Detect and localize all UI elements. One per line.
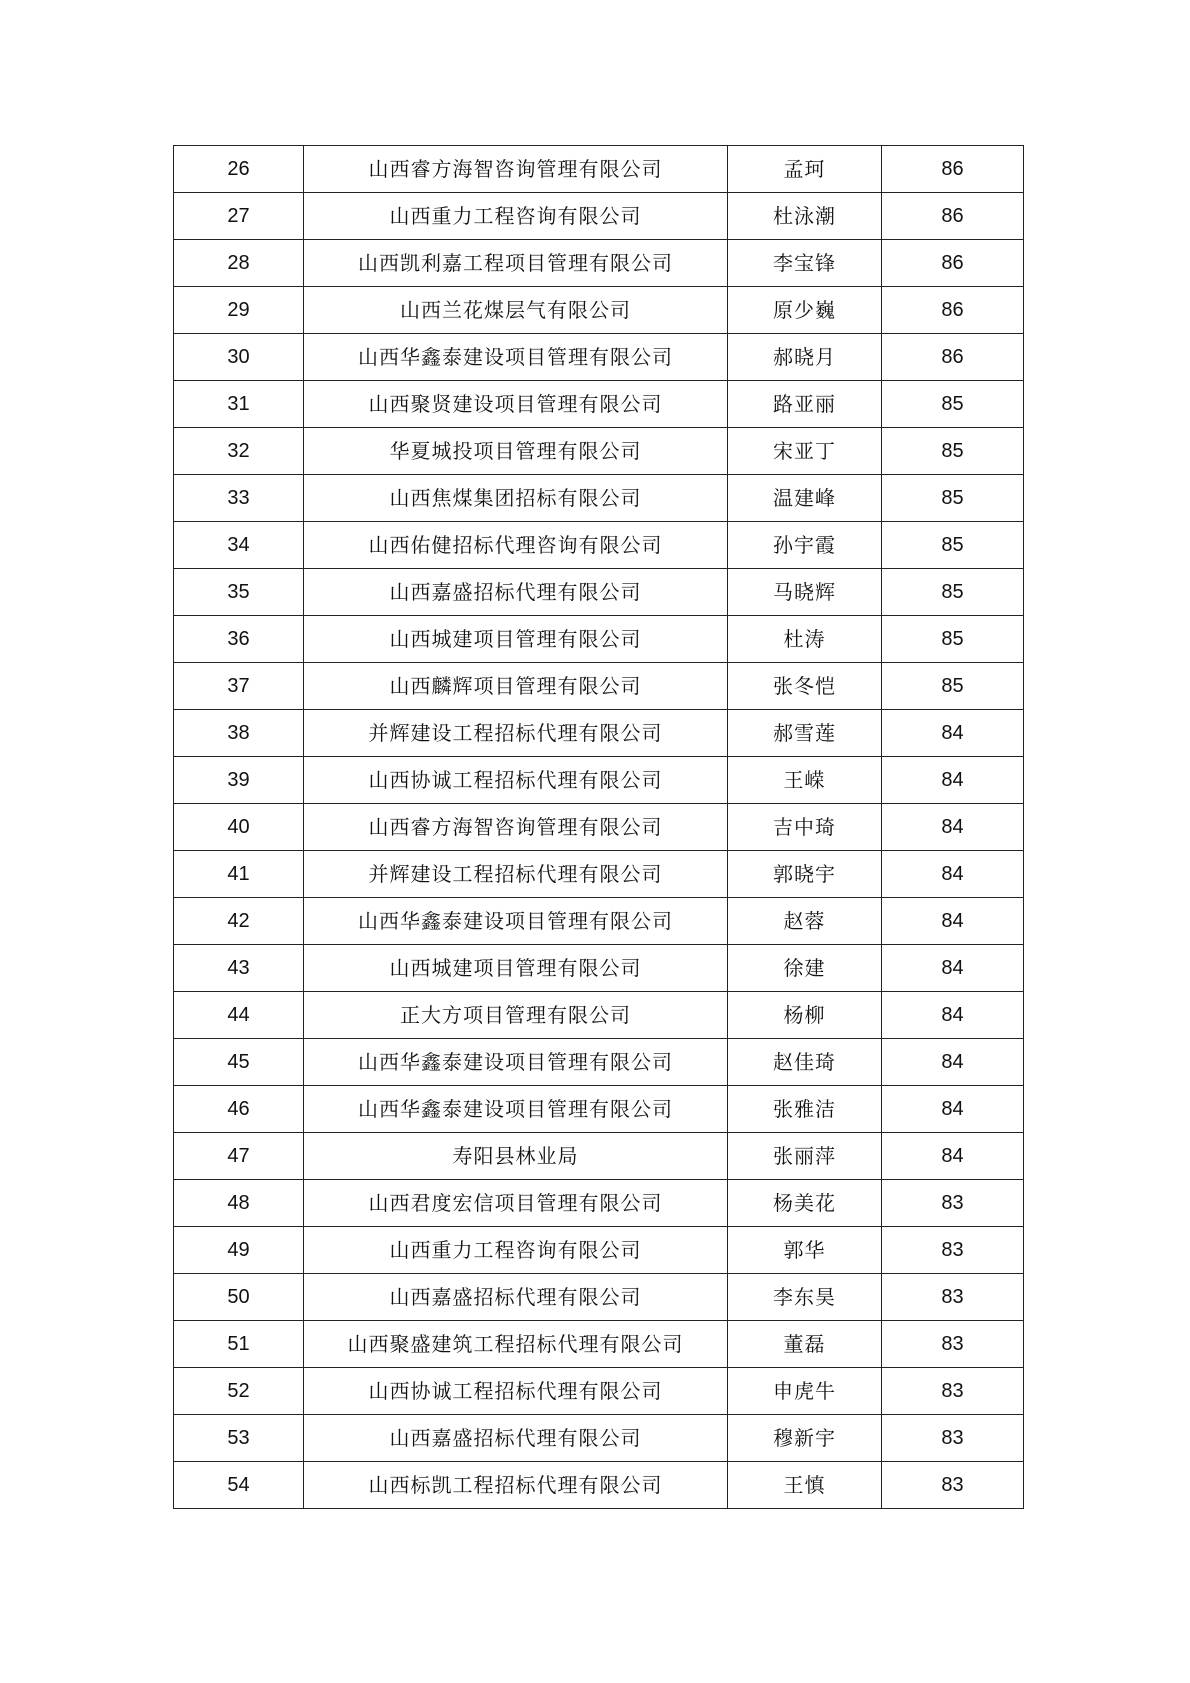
person-name-cell: 杜泳潮 <box>728 193 882 240</box>
company-cell: 山西焦煤集团招标有限公司 <box>304 475 728 522</box>
person-name-cell: 申虎牛 <box>728 1368 882 1415</box>
table-row <box>174 1180 1024 1227</box>
company-cell: 山西城建项目管理有限公司 <box>304 945 728 992</box>
company-cell: 山西华鑫泰建设项目管理有限公司 <box>304 334 728 381</box>
company-cell: 山西重力工程咨询有限公司 <box>304 193 728 240</box>
table-row <box>174 428 1024 475</box>
person-name-cell: 郭华 <box>728 1227 882 1274</box>
row-number-cell: 53 <box>174 1415 304 1462</box>
company-cell: 山西佑健招标代理咨询有限公司 <box>304 522 728 569</box>
score-cell: 85 <box>882 381 1024 428</box>
company-cell: 山西嘉盛招标代理有限公司 <box>304 1274 728 1321</box>
table-row <box>174 334 1024 381</box>
row-number-cell: 26 <box>174 146 304 193</box>
score-cell: 84 <box>882 1133 1024 1180</box>
row-number-cell: 43 <box>174 945 304 992</box>
score-cell: 86 <box>882 193 1024 240</box>
score-cell: 84 <box>882 1086 1024 1133</box>
person-name-cell: 孙宇霞 <box>728 522 882 569</box>
score-cell: 83 <box>882 1321 1024 1368</box>
row-number-cell: 35 <box>174 569 304 616</box>
person-name-cell: 温建峰 <box>728 475 882 522</box>
company-cell: 山西聚贤建设项目管理有限公司 <box>304 381 728 428</box>
row-number-cell: 34 <box>174 522 304 569</box>
score-cell: 86 <box>882 334 1024 381</box>
row-number-cell: 47 <box>174 1133 304 1180</box>
score-cell: 84 <box>882 945 1024 992</box>
person-name-cell: 杜涛 <box>728 616 882 663</box>
table-row <box>174 945 1024 992</box>
row-number-cell: 42 <box>174 898 304 945</box>
row-number-cell: 54 <box>174 1462 304 1509</box>
person-name-cell: 董磊 <box>728 1321 882 1368</box>
company-cell: 山西兰花煤层气有限公司 <box>304 287 728 334</box>
row-number-cell: 51 <box>174 1321 304 1368</box>
table-row <box>174 569 1024 616</box>
company-cell: 山西华鑫泰建设项目管理有限公司 <box>304 1039 728 1086</box>
person-name-cell: 张丽萍 <box>728 1133 882 1180</box>
table-row <box>174 1415 1024 1462</box>
person-name-cell: 赵佳琦 <box>728 1039 882 1086</box>
score-cell: 83 <box>882 1415 1024 1462</box>
person-name-cell: 郝晓月 <box>728 334 882 381</box>
row-number-cell: 32 <box>174 428 304 475</box>
person-name-cell: 郝雪莲 <box>728 710 882 757</box>
score-cell: 85 <box>882 475 1024 522</box>
table-row <box>174 1321 1024 1368</box>
company-cell: 山西协诚工程招标代理有限公司 <box>304 757 728 804</box>
row-number-cell: 41 <box>174 851 304 898</box>
person-name-cell: 孟珂 <box>728 146 882 193</box>
company-cell: 山西嘉盛招标代理有限公司 <box>304 1415 728 1462</box>
company-cell: 山西重力工程咨询有限公司 <box>304 1227 728 1274</box>
table-row <box>174 757 1024 804</box>
row-number-cell: 44 <box>174 992 304 1039</box>
person-name-cell: 赵蓉 <box>728 898 882 945</box>
table-row <box>174 1274 1024 1321</box>
score-cell: 84 <box>882 898 1024 945</box>
table-row <box>174 193 1024 240</box>
person-name-cell: 穆新宇 <box>728 1415 882 1462</box>
person-name-cell: 吉中琦 <box>728 804 882 851</box>
person-name-cell: 王慎 <box>728 1462 882 1509</box>
company-cell: 山西协诚工程招标代理有限公司 <box>304 1368 728 1415</box>
results-table-body <box>174 146 1024 1509</box>
person-name-cell: 原少巍 <box>728 287 882 334</box>
score-cell: 84 <box>882 1039 1024 1086</box>
person-name-cell: 杨柳 <box>728 992 882 1039</box>
table-row <box>174 804 1024 851</box>
score-cell: 83 <box>882 1227 1024 1274</box>
score-cell: 85 <box>882 522 1024 569</box>
score-cell: 84 <box>882 992 1024 1039</box>
row-number-cell: 45 <box>174 1039 304 1086</box>
company-cell: 山西华鑫泰建设项目管理有限公司 <box>304 898 728 945</box>
person-name-cell: 徐建 <box>728 945 882 992</box>
person-name-cell: 李宝锋 <box>728 240 882 287</box>
company-cell: 山西嘉盛招标代理有限公司 <box>304 569 728 616</box>
table-row <box>174 381 1024 428</box>
table-row <box>174 1462 1024 1509</box>
row-number-cell: 30 <box>174 334 304 381</box>
score-cell: 85 <box>882 616 1024 663</box>
score-cell: 86 <box>882 146 1024 193</box>
score-cell: 84 <box>882 710 1024 757</box>
table-row <box>174 1133 1024 1180</box>
company-cell: 山西睿方海智咨询管理有限公司 <box>304 146 728 193</box>
table-row <box>174 1368 1024 1415</box>
table-row <box>174 616 1024 663</box>
person-name-cell: 李东昊 <box>728 1274 882 1321</box>
company-cell: 并辉建设工程招标代理有限公司 <box>304 710 728 757</box>
table-row <box>174 1086 1024 1133</box>
person-name-cell: 张雅洁 <box>728 1086 882 1133</box>
table-row <box>174 240 1024 287</box>
score-cell: 84 <box>882 804 1024 851</box>
score-cell: 85 <box>882 428 1024 475</box>
table-row <box>174 992 1024 1039</box>
score-cell: 83 <box>882 1462 1024 1509</box>
table-row <box>174 1227 1024 1274</box>
row-number-cell: 37 <box>174 663 304 710</box>
table-row <box>174 522 1024 569</box>
row-number-cell: 31 <box>174 381 304 428</box>
table-row <box>174 663 1024 710</box>
row-number-cell: 50 <box>174 1274 304 1321</box>
score-cell: 84 <box>882 757 1024 804</box>
table-row <box>174 1039 1024 1086</box>
company-cell: 山西君度宏信项目管理有限公司 <box>304 1180 728 1227</box>
company-cell: 山西城建项目管理有限公司 <box>304 616 728 663</box>
score-cell: 84 <box>882 851 1024 898</box>
results-table <box>173 145 1024 1509</box>
row-number-cell: 33 <box>174 475 304 522</box>
table-row <box>174 851 1024 898</box>
company-cell: 正大方项目管理有限公司 <box>304 992 728 1039</box>
person-name-cell: 郭晓宇 <box>728 851 882 898</box>
person-name-cell: 马晓辉 <box>728 569 882 616</box>
row-number-cell: 38 <box>174 710 304 757</box>
company-cell: 山西睿方海智咨询管理有限公司 <box>304 804 728 851</box>
person-name-cell: 路亚丽 <box>728 381 882 428</box>
score-cell: 85 <box>882 663 1024 710</box>
row-number-cell: 48 <box>174 1180 304 1227</box>
company-cell: 山西标凯工程招标代理有限公司 <box>304 1462 728 1509</box>
row-number-cell: 39 <box>174 757 304 804</box>
person-name-cell: 张冬恺 <box>728 663 882 710</box>
company-cell: 并辉建设工程招标代理有限公司 <box>304 851 728 898</box>
company-cell: 华夏城投项目管理有限公司 <box>304 428 728 475</box>
score-cell: 86 <box>882 240 1024 287</box>
score-cell: 86 <box>882 287 1024 334</box>
person-name-cell: 王嵘 <box>728 757 882 804</box>
table-row <box>174 710 1024 757</box>
person-name-cell: 杨美花 <box>728 1180 882 1227</box>
row-number-cell: 28 <box>174 240 304 287</box>
person-name-cell: 宋亚丁 <box>728 428 882 475</box>
score-cell: 85 <box>882 569 1024 616</box>
table-row <box>174 475 1024 522</box>
table-row <box>174 287 1024 334</box>
row-number-cell: 27 <box>174 193 304 240</box>
company-cell: 山西华鑫泰建设项目管理有限公司 <box>304 1086 728 1133</box>
row-number-cell: 36 <box>174 616 304 663</box>
company-cell: 山西凯利嘉工程项目管理有限公司 <box>304 240 728 287</box>
row-number-cell: 49 <box>174 1227 304 1274</box>
table-row <box>174 146 1024 193</box>
score-cell: 83 <box>882 1274 1024 1321</box>
company-cell: 寿阳县林业局 <box>304 1133 728 1180</box>
row-number-cell: 52 <box>174 1368 304 1415</box>
row-number-cell: 40 <box>174 804 304 851</box>
score-cell: 83 <box>882 1180 1024 1227</box>
company-cell: 山西麟辉项目管理有限公司 <box>304 663 728 710</box>
row-number-cell: 29 <box>174 287 304 334</box>
table-row <box>174 898 1024 945</box>
company-cell: 山西聚盛建筑工程招标代理有限公司 <box>304 1321 728 1368</box>
row-number-cell: 46 <box>174 1086 304 1133</box>
score-cell: 83 <box>882 1368 1024 1415</box>
